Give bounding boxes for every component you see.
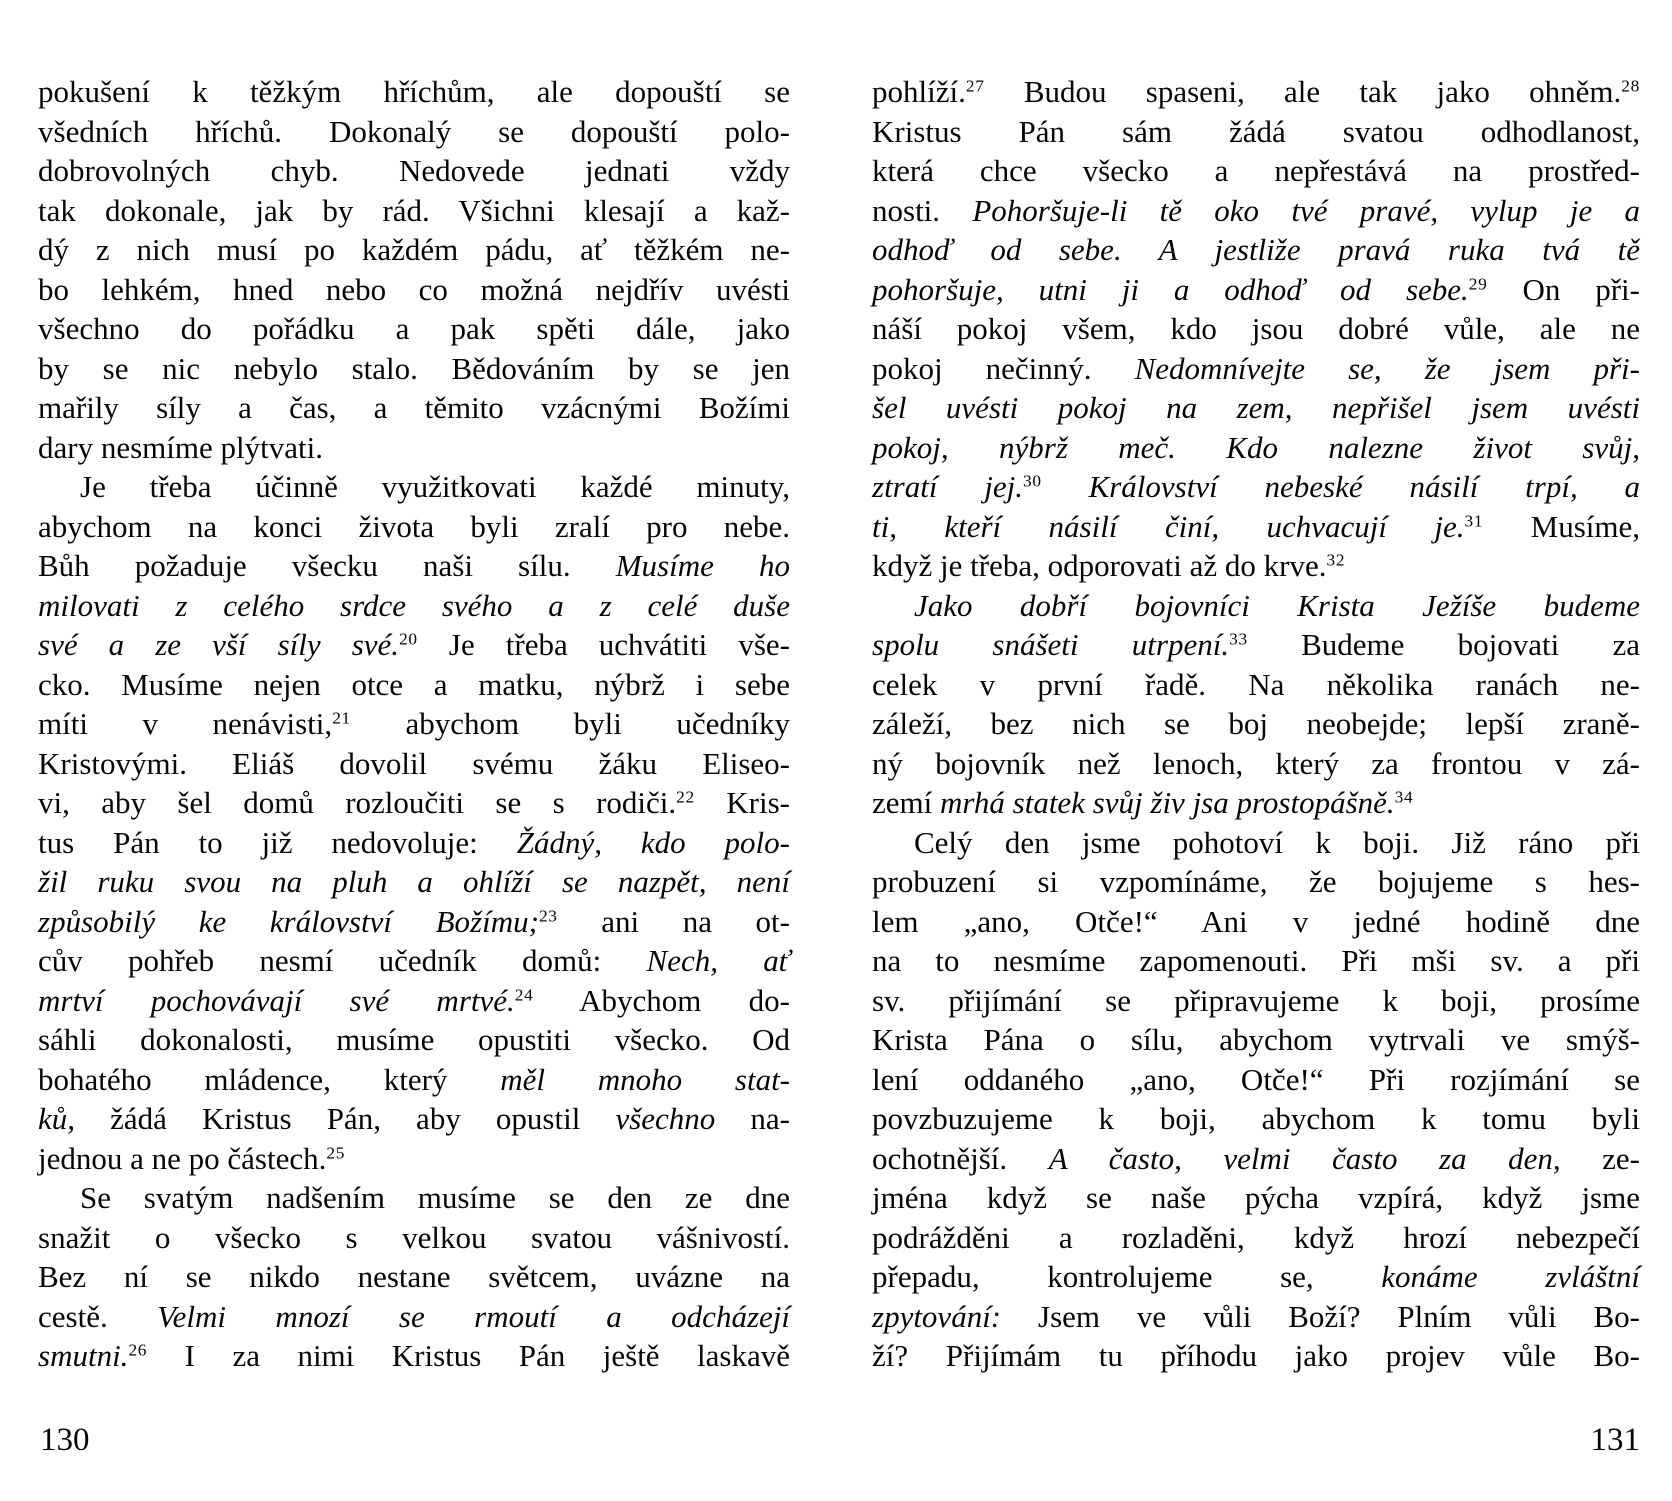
text-segment: pokušení k těžkým hříchům, ale dopouští se: [38, 74, 790, 109]
text-line: [38, 1020, 790, 1060]
text-segment: Pohoršuje-li tě oko tvé pravé, vylup je a: [972, 192, 1640, 228]
text-segment: mrhá statek svůj živ jsa prostopášně.: [940, 785, 1395, 820]
text-line: [872, 309, 1640, 349]
text-segment: Musíme ho: [615, 548, 790, 583]
text-line: [38, 1218, 790, 1258]
footnote-reference: 31: [1464, 510, 1484, 530]
footnote-reference: 33: [1229, 629, 1248, 649]
page-130-text-block: [38, 72, 790, 1376]
text-segment: tus Pán to již nedovoluje:: [38, 824, 517, 860]
text-segment: všechno do pořádku a pak spěti dále, jako: [38, 311, 790, 346]
text-line: [38, 112, 790, 152]
text-line: [872, 902, 1640, 942]
text-segment: ochotnější.: [872, 1140, 1049, 1176]
text-line: [38, 191, 790, 231]
text-segment: na-: [715, 1101, 790, 1136]
text-line: [38, 783, 790, 823]
text-line: [872, 744, 1640, 784]
text-segment: Krista Pána o sílu, abychom vytrvali ve smýš-: [872, 1022, 1640, 1057]
text-segment: milovati z celého srdce svého a z celé duše: [38, 587, 790, 623]
text-segment: konáme zvláštní: [1381, 1259, 1640, 1294]
text-segment: své a ze vší síly své.: [38, 627, 400, 662]
text-line: [38, 1257, 790, 1297]
footnote-reference: 28: [1621, 76, 1640, 96]
text-segment: lení oddaného „ano, Otče!“ Při rozjímání se: [872, 1061, 1640, 1097]
text-line: [872, 112, 1640, 152]
text-line: [872, 704, 1640, 744]
text-segment: jména když se naše pýcha vzpírá, když jsme: [872, 1180, 1640, 1215]
text-line: [38, 744, 790, 784]
text-segment: náší pokoj všem, kdo jsou dobré vůle, ale ne: [872, 311, 1640, 346]
footnote-reference: 24: [514, 984, 534, 1004]
text-line: [38, 823, 790, 863]
text-segment: cův pohřeb nesmí učedník domů:: [38, 943, 647, 978]
text-segment: ží? Přijímám tu příhodu jako projev vůle Bo-: [872, 1338, 1640, 1373]
text-line: [38, 981, 790, 1021]
text-segment: způsobilý ke království Božímu;: [38, 903, 539, 939]
footnote-reference: 21: [332, 708, 351, 728]
text-segment: na to nesmíme zapomenouti. Při mši sv. a při: [872, 943, 1640, 978]
text-segment: pokoj nečinný.: [872, 350, 1135, 386]
text-line: [872, 1336, 1640, 1376]
text-line: [38, 941, 790, 981]
text-segment: ti, kteří násilí činí, uchvacují je.: [872, 508, 1465, 544]
text-segment: ze-: [1560, 1140, 1641, 1176]
text-line: [872, 151, 1640, 191]
text-segment: Abychom do-: [533, 982, 790, 1018]
text-line: [872, 428, 1640, 468]
text-segment: Je třeba uchvátiti vše-: [417, 627, 790, 662]
text-line: [38, 1060, 790, 1100]
text-line: [872, 507, 1640, 547]
footnote-reference: 23: [538, 905, 558, 925]
text-line: [872, 1257, 1640, 1297]
text-line: [38, 151, 790, 191]
text-segment: Se svatým nadšením musíme se den ze dne: [80, 1180, 790, 1215]
text-line: [872, 1020, 1640, 1060]
text-segment: pokoj, nýbrž meč. Kdo nalezne život svůj,: [872, 429, 1640, 465]
text-line: [38, 388, 790, 428]
text-segment: Jako dobří bojovníci Krista Ježíše budeme: [914, 587, 1640, 623]
text-segment: míti v nenávisti,: [38, 706, 333, 741]
text-line: [38, 546, 790, 586]
text-line: [38, 507, 790, 547]
text-segment: bo lehkém, hned nebo co možná nejdřív uvésti: [38, 271, 790, 307]
text-segment: Kristovými. Eliáš dovolil svému žáku Eliseo-: [38, 745, 790, 781]
text-segment: odhoď od sebe. A jestliže pravá ruka tvá tě: [872, 232, 1640, 267]
text-line: [872, 349, 1640, 389]
text-line: [872, 1178, 1640, 1218]
text-line: [872, 1099, 1640, 1139]
text-segment: všechno: [615, 1101, 716, 1136]
text-line: [872, 1060, 1640, 1100]
page-131-text-block: [872, 72, 1640, 1376]
text-segment: lem „ano, Otče!“ Ani v jedné hodině dne: [872, 903, 1640, 939]
text-line: [872, 467, 1640, 507]
text-segment: mařily síly a čas, a těmito vzácnými Božími: [38, 390, 790, 425]
text-segment: Budou spaseni, ale tak jako ohněm.: [984, 74, 1622, 109]
text-segment: Je třeba účinně využitkovati každé minuty,: [80, 469, 790, 504]
text-line: [38, 704, 790, 744]
text-segment: žádá Kristus Pán, aby opustil: [75, 1101, 616, 1136]
text-segment: ani na ot-: [557, 903, 790, 939]
text-line: [38, 72, 790, 112]
text-line: [38, 665, 790, 705]
text-line: [38, 625, 790, 665]
footnote-reference: 27: [965, 76, 985, 96]
text-line: [872, 388, 1640, 428]
text-segment: která chce všecko a nepřestává na prostřed-: [872, 153, 1640, 188]
text-line: [872, 191, 1640, 231]
text-segment: sv. přijímání se připravujeme k boji, prosíme: [872, 982, 1640, 1018]
text-segment: povzbuzujeme k boji, abychom k tomu byli: [872, 1101, 1640, 1136]
text-line: [38, 1099, 790, 1139]
text-segment: I za nimi Kristus Pán ještě laskavě: [147, 1338, 790, 1373]
text-segment: bohatého mládence, který: [38, 1061, 501, 1097]
text-segment: cestě.: [38, 1298, 158, 1334]
text-segment: Bez ní se nikdo nestane světcem, uvázne na: [38, 1259, 790, 1294]
text-segment: jednou a ne po částech.: [38, 1140, 327, 1176]
text-line: [872, 862, 1640, 902]
text-segment: Velmi mnozí se rmoutí a odcházejí: [157, 1298, 790, 1334]
text-segment: nosti.: [872, 192, 973, 228]
footnote-reference: 34: [1394, 787, 1414, 807]
text-segment: dobrovolných chyb. Nedovede jednati vždy: [38, 153, 790, 188]
text-line: [38, 902, 790, 942]
text-line: [38, 230, 790, 270]
text-segment: On při-: [1487, 271, 1640, 307]
text-segment: Kris-: [694, 785, 790, 820]
text-line: [38, 862, 790, 902]
text-segment: pohoršuje, utni ji a odhoď od sebe.: [872, 271, 1469, 307]
text-segment: ný bojovník než lenoch, který za frontou v zá-: [872, 745, 1640, 781]
page-number-left: 130: [40, 1422, 90, 1458]
text-segment: sáhli dokonalosti, musíme opustiti všecko. Od: [38, 1022, 790, 1057]
text-line: [38, 1178, 790, 1218]
text-line: [872, 625, 1640, 665]
footnote-reference: 29: [1468, 273, 1488, 293]
text-segment: Musíme,: [1483, 508, 1641, 544]
text-segment: abychom na konci života byli zralí pro nebe.: [38, 508, 790, 544]
text-line: [872, 546, 1640, 586]
text-line: [38, 309, 790, 349]
text-line: [872, 981, 1640, 1021]
text-line: [38, 1336, 790, 1376]
text-line: [872, 1297, 1640, 1337]
text-segment: by se nic nebylo stalo. Bědováním by se jen: [38, 350, 790, 386]
text-line: [872, 230, 1640, 270]
text-segment: Kristus Pán sám žádá svatou odhodlanost,: [872, 113, 1640, 149]
text-segment: šel uvésti pokoj na zem, nepřišel jsem uvésti: [872, 390, 1640, 425]
text-line: [872, 72, 1640, 112]
text-line: [872, 270, 1640, 310]
text-segment: mrtví pochovávají své mrtvé.: [38, 982, 515, 1018]
text-segment: měl mnoho stat-: [500, 1061, 791, 1097]
text-segment: Bůh požaduje všecku naši sílu.: [38, 548, 616, 583]
text-segment: Nech, ať: [646, 943, 790, 978]
text-line: [872, 665, 1640, 705]
text-segment: Jsem ve vůli Boží? Plním vůli Bo-: [1001, 1298, 1640, 1334]
footnote-reference: 30: [1023, 471, 1042, 491]
text-segment: Království nebeské násilí trpí, a: [1041, 469, 1640, 504]
text-segment: ztratí jej.: [872, 469, 1024, 504]
text-segment: probuzení si vzpomínáme, že bojujeme s hes-: [872, 864, 1640, 899]
footnote-reference: 32: [1326, 550, 1346, 570]
text-segment: dý z nich musí po každém pádu, ať těžkém ne-: [38, 232, 790, 267]
text-segment: Celý den jsme pohotoví k boji. Již ráno při: [914, 824, 1640, 860]
page-number-right: 131: [1590, 1422, 1640, 1458]
text-segment: dary nesmíme plýtvati.: [38, 429, 323, 465]
footnote-reference: 25: [326, 1142, 346, 1162]
text-line: [38, 428, 790, 468]
text-segment: Žádný, kdo polo-: [516, 824, 790, 860]
text-segment: smutni.: [38, 1338, 129, 1373]
text-segment: všedních hříchů. Dokonalý se dopouští polo-: [38, 113, 790, 149]
text-line: [872, 1139, 1640, 1179]
text-segment: A často, velmi často za den,: [1048, 1140, 1561, 1176]
text-line: [38, 270, 790, 310]
text-segment: záleží, bez nich se boj neobejde; lepší zraně-: [872, 706, 1640, 741]
footnote-reference: 20: [399, 629, 418, 649]
text-segment: pohlíží.: [872, 74, 966, 109]
text-line: [38, 1297, 790, 1337]
text-line: [872, 586, 1640, 626]
text-segment: spolu snášeti utrpení.: [872, 627, 1230, 662]
text-segment: zpytování:: [872, 1298, 1002, 1334]
text-segment: žil ruku svou na pluh a ohlíží se nazpět, není: [38, 864, 790, 899]
text-line: [872, 941, 1640, 981]
text-segment: abychom byli učedníky: [350, 706, 791, 741]
text-segment: celek v první řadě. Na několika ranách ne-: [872, 666, 1640, 702]
footnote-reference: 22: [676, 787, 695, 807]
text-line: [38, 349, 790, 389]
text-line: [872, 1218, 1640, 1258]
text-segment: tak dokonale, jak by rád. Všichni klesají a kaž-: [38, 192, 790, 228]
text-line: [872, 783, 1640, 823]
text-line: [38, 1139, 790, 1179]
text-segment: cko. Musíme nejen otce a matku, nýbrž i sebe: [38, 666, 790, 702]
text-line: [38, 467, 790, 507]
text-segment: podrážděni a rozladěni, když hrozí nebezpečí: [872, 1219, 1640, 1255]
text-segment: když je třeba, odporovati až do krve.: [872, 548, 1327, 583]
text-segment: Budeme bojovati za: [1247, 627, 1640, 662]
text-segment: ků,: [38, 1101, 76, 1136]
text-segment: snažit o všecko s velkou svatou vášnivostí.: [38, 1219, 790, 1255]
footnote-reference: 26: [128, 1340, 148, 1360]
text-segment: přepadu, kontrolujeme se,: [872, 1259, 1382, 1294]
text-segment: vi, aby šel domů rozloučiti se s rodiči.: [38, 785, 677, 820]
text-line: [38, 586, 790, 626]
text-line: [872, 823, 1640, 863]
text-segment: zemí: [872, 785, 940, 820]
text-segment: Nedomnívejte se, že jsem při-: [1134, 350, 1640, 386]
